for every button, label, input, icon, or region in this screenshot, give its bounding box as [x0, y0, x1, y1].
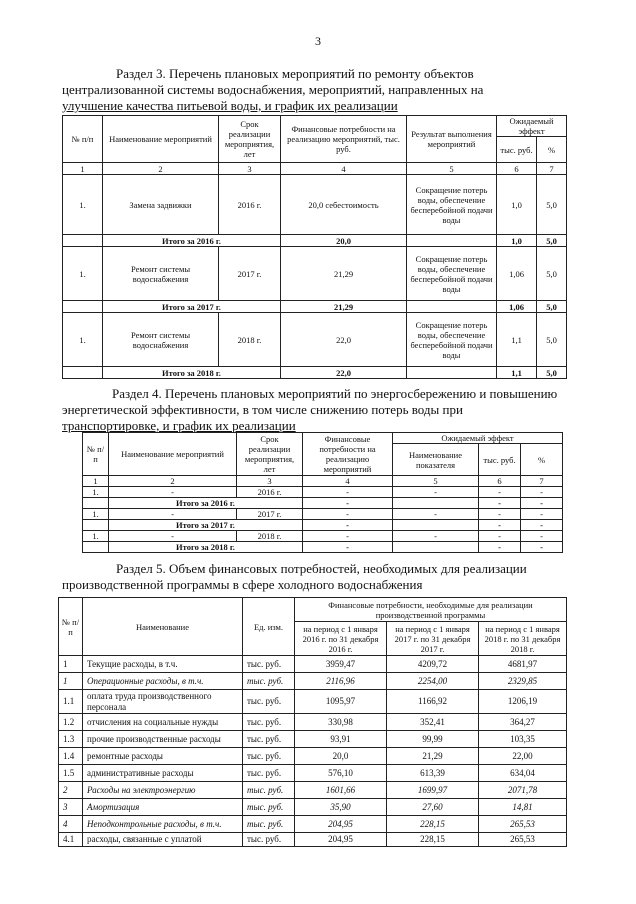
row-indicator: -: [393, 531, 479, 542]
row-effect-pct: 5,0: [537, 175, 567, 235]
col-number: 6: [497, 163, 537, 175]
col-header-effect: Ожидаемый эффект: [497, 116, 567, 137]
row-num: 4: [59, 816, 83, 833]
row-effect-tr: -: [479, 509, 521, 520]
total-effect-pct: 5,0: [537, 235, 567, 247]
row-unit: тыс. руб.: [243, 816, 295, 833]
row-value-2018: 265,53: [479, 816, 567, 833]
row-value-2016: 2116,96: [295, 673, 387, 690]
col-header-name: Наименование: [83, 598, 243, 656]
row-value-2017: 4209,72: [387, 656, 479, 673]
section4-title: [62, 386, 566, 434]
row-num: 4.1: [59, 833, 83, 847]
row-num: 2: [59, 782, 83, 799]
row-unit: тыс. руб.: [243, 714, 295, 731]
total-effect-pct: -: [521, 520, 563, 531]
col-header-finance: Финансовые потребности, необходимые для реализации производственной программы: [295, 598, 567, 622]
row-num: 1.4: [59, 748, 83, 765]
row-unit: тыс. руб.: [243, 656, 295, 673]
section3-title: [62, 66, 562, 114]
page-number: 3: [315, 34, 321, 48]
col-header-unit: Ед. изм.: [243, 598, 295, 656]
row-result: Сокращение потерь воды, обеспечение бесперебойной подачи воды: [407, 313, 497, 367]
row-unit: тыс. руб.: [243, 748, 295, 765]
col-header-indicator: Наименование показателя: [393, 444, 479, 476]
total-finance: -: [303, 520, 393, 531]
section5-title-line: Раздел 5. Объем финансовых потребностей, необходимых для реализации: [116, 561, 527, 576]
row-unit: тыс. руб.: [243, 799, 295, 816]
row-indicator: -: [393, 509, 479, 520]
row-value-2017: 21,29: [387, 748, 479, 765]
col-header-effect-pct: %: [521, 444, 563, 476]
total-effect-tr: 1,0: [497, 235, 537, 247]
row-unit: тыс. руб.: [243, 765, 295, 782]
row-num: 1.1: [59, 690, 83, 714]
row-unit: тыс. руб.: [243, 833, 295, 847]
row-num: 1.5: [59, 765, 83, 782]
row-name: прочие производственные расходы: [83, 731, 243, 748]
row-unit: тыс. руб.: [243, 782, 295, 799]
row-value-2018: 103,35: [479, 731, 567, 748]
section5-table: [58, 597, 567, 847]
row-name: оплата труда производственного персонала: [83, 690, 243, 714]
total-effect-tr: 1,06: [497, 301, 537, 313]
row-term: 2016 г.: [219, 175, 281, 235]
row-effect-tr: -: [479, 487, 521, 498]
col-header-effect: Ожидаемый эффект: [393, 433, 563, 444]
row-finance: 20,0 себестоимость: [281, 175, 407, 235]
row-unit: тыс. руб.: [243, 690, 295, 714]
row-num: 1.: [83, 487, 109, 498]
row-result: Сокращение потерь воды, обеспечение бесперебойной подачи воды: [407, 247, 497, 301]
table-row: [59, 833, 567, 847]
row-finance: 22,0: [281, 313, 407, 367]
row-name: административные расходы: [83, 765, 243, 782]
row-num: 1.: [63, 247, 103, 301]
col-header-num: № п/п: [63, 116, 103, 163]
row-value-2017: 99,99: [387, 731, 479, 748]
table-row: [63, 175, 567, 235]
section5-title: [62, 561, 566, 593]
col-number: 3: [237, 476, 303, 487]
row-value-2018: 265,53: [479, 833, 567, 847]
table-row: [59, 816, 567, 833]
row-name: -: [109, 531, 237, 542]
row-value-2018: 14,81: [479, 799, 567, 816]
row-name: Ремонт системы водоснабжения: [103, 247, 219, 301]
row-num: 1.: [83, 531, 109, 542]
row-unit: тыс. руб.: [243, 731, 295, 748]
row-value-2018: 4681,97: [479, 656, 567, 673]
row-num: 1: [59, 673, 83, 690]
table-row: [83, 531, 563, 542]
table-row: [59, 714, 567, 731]
row-name: Замена задвижки: [103, 175, 219, 235]
table-row: [59, 765, 567, 782]
table-row: [59, 731, 567, 748]
table-row: [59, 656, 567, 673]
row-name: -: [109, 487, 237, 498]
row-indicator: -: [393, 487, 479, 498]
row-num: 1.3: [59, 731, 83, 748]
col-number: 5: [407, 163, 497, 175]
section3-table: [62, 115, 567, 379]
row-value-2017: 352,41: [387, 714, 479, 731]
row-value-2016: 35,90: [295, 799, 387, 816]
row-num: 1.2: [59, 714, 83, 731]
section4-title-line: транспортировке, и график их реализации: [62, 418, 296, 433]
col-number: 4: [303, 476, 393, 487]
row-effect-pct: 5,0: [537, 247, 567, 301]
row-value-2018: 634,04: [479, 765, 567, 782]
col-number: 7: [521, 476, 563, 487]
total-finance: -: [303, 542, 393, 553]
total-finance: 20,0: [281, 235, 407, 247]
total-effect-tr: -: [479, 520, 521, 531]
row-value-2016: 3959,47: [295, 656, 387, 673]
total-label: Итого за 2018 г.: [109, 542, 303, 553]
row-num: 3: [59, 799, 83, 816]
total-effect-pct: -: [521, 542, 563, 553]
row-value-2018: 1206,19: [479, 690, 567, 714]
row-finance: 21,29: [281, 247, 407, 301]
table-row: [59, 748, 567, 765]
row-result: Сокращение потерь воды, обеспечение бесперебойной подачи воды: [407, 175, 497, 235]
col-header-num: № п/п: [83, 433, 109, 476]
row-name: Текущие расходы, в т.ч.: [83, 656, 243, 673]
row-effect-pct: -: [521, 509, 563, 520]
total-label: Итого за 2016 г.: [103, 235, 281, 247]
col-header-term: Срок реализации мероприятия, лет: [219, 116, 281, 163]
row-value-2017: 2254,00: [387, 673, 479, 690]
row-value-2016: 1095,97: [295, 690, 387, 714]
row-term: 2018 г.: [237, 531, 303, 542]
table-row: [59, 673, 567, 690]
col-number: 2: [103, 163, 219, 175]
total-label: Итого за 2018 г.: [103, 367, 281, 379]
row-value-2017: 613,39: [387, 765, 479, 782]
col-number: 6: [479, 476, 521, 487]
total-effect-tr: -: [479, 542, 521, 553]
col-header-term: Срок реализации мероприятия, лет: [237, 433, 303, 476]
col-header-name: Наименование мероприятий: [103, 116, 219, 163]
row-effect-tr: 1,0: [497, 175, 537, 235]
row-value-2016: 204,95: [295, 833, 387, 847]
table-row: [59, 799, 567, 816]
row-name: Операционные расходы, в т.ч.: [83, 673, 243, 690]
row-num: 1.: [63, 175, 103, 235]
row-value-2016: 204,95: [295, 816, 387, 833]
total-row: [63, 367, 567, 379]
row-term: 2018 г.: [219, 313, 281, 367]
col-header-effect-tr: тыс. руб.: [497, 137, 537, 163]
total-effect-tr: -: [479, 498, 521, 509]
section3-title-line: улучшение качества питьевой воды, и график их реализации: [62, 98, 398, 113]
total-finance: 22,0: [281, 367, 407, 379]
row-finance: -: [303, 531, 393, 542]
total-effect-pct: -: [521, 498, 563, 509]
col-header-period-2018: на период с 1 января 2018 г. по 31 декабря 2018 г.: [479, 622, 567, 656]
col-number: 4: [281, 163, 407, 175]
row-value-2017: 27,60: [387, 799, 479, 816]
col-header-name: Наименование мероприятий: [109, 433, 237, 476]
table-row: [83, 487, 563, 498]
row-value-2017: 228,15: [387, 816, 479, 833]
col-number: 5: [393, 476, 479, 487]
row-value-2017: 1166,92: [387, 690, 479, 714]
col-header-finance: Финансовые потребности на реализацию мероприятий: [303, 433, 393, 476]
section4-title-line: Раздел 4. Перечень плановых мероприятий по энергосбережению и повышению: [112, 386, 558, 401]
col-number: 3: [219, 163, 281, 175]
table-row: [63, 247, 567, 301]
row-value-2017: 1699,97: [387, 782, 479, 799]
row-num: 1: [59, 656, 83, 673]
row-num: 1.: [63, 313, 103, 367]
row-name: Ремонт системы водоснабжения: [103, 313, 219, 367]
row-unit: тыс. руб.: [243, 673, 295, 690]
col-header-result: Результат выполнения мероприятий: [407, 116, 497, 163]
row-value-2018: 2329,85: [479, 673, 567, 690]
total-row: [63, 235, 567, 247]
col-header-effect-tr: тыс. руб.: [479, 444, 521, 476]
section3-title-line: Раздел 3. Перечень плановых мероприятий по ремонту объектов: [116, 66, 474, 81]
col-number: 1: [63, 163, 103, 175]
section4-table: [82, 432, 563, 553]
row-value-2018: 364,27: [479, 714, 567, 731]
col-number: 2: [109, 476, 237, 487]
row-value-2016: 93,91: [295, 731, 387, 748]
col-header-period-2017: на период с 1 января 2017 г. по 31 декабря 2017 г.: [387, 622, 479, 656]
total-label: Итого за 2017 г.: [109, 520, 303, 531]
section4-title-line: энергетической эффективности, в том числе снижению потерь воды при: [62, 402, 463, 417]
row-effect-tr: 1,1: [497, 313, 537, 367]
total-row: [83, 542, 563, 553]
row-name: ремонтные расходы: [83, 748, 243, 765]
row-term: 2017 г.: [219, 247, 281, 301]
row-effect-tr: -: [479, 531, 521, 542]
row-value-2018: 22,00: [479, 748, 567, 765]
section3-title-line: централизованной системы водоснабжения, мероприятий, направленных на: [62, 82, 484, 97]
total-label: Итого за 2017 г.: [103, 301, 281, 313]
table-row: [83, 509, 563, 520]
row-value-2018: 2071,78: [479, 782, 567, 799]
col-number: 1: [83, 476, 109, 487]
row-value-2016: 1601,66: [295, 782, 387, 799]
row-finance: -: [303, 509, 393, 520]
total-label: Итого за 2016 г.: [109, 498, 303, 509]
row-name: -: [109, 509, 237, 520]
table-row: [59, 690, 567, 714]
col-header-effect-pct: %: [537, 137, 567, 163]
col-number: 7: [537, 163, 567, 175]
col-header-finance: Финансовые потребности на реализацию мероприятий, тыс. руб.: [281, 116, 407, 163]
row-name: Расходы на электроэнергию: [83, 782, 243, 799]
total-row: [83, 520, 563, 531]
row-value-2017: 228,15: [387, 833, 479, 847]
row-name: Амортизация: [83, 799, 243, 816]
row-effect-pct: 5,0: [537, 313, 567, 367]
total-effect-pct: 5,0: [537, 367, 567, 379]
row-num: 1.: [83, 509, 109, 520]
section5-title-line: производственной программы в сфере холодного водоснабжения: [62, 577, 423, 592]
row-effect-pct: -: [521, 487, 563, 498]
row-name: Неподконтрольные расходы, в т.ч.: [83, 816, 243, 833]
row-term: 2017 г.: [237, 509, 303, 520]
row-effect-pct: -: [521, 531, 563, 542]
total-finance: 21,29: [281, 301, 407, 313]
row-effect-tr: 1,06: [497, 247, 537, 301]
col-header-num: № п/п: [59, 598, 83, 656]
row-value-2016: 330,98: [295, 714, 387, 731]
row-name: отчисления на социальные нужды: [83, 714, 243, 731]
row-name: расходы, связанные с уплатой: [83, 833, 243, 847]
total-finance: -: [303, 498, 393, 509]
row-value-2016: 20,0: [295, 748, 387, 765]
table-row: [63, 313, 567, 367]
total-row: [83, 498, 563, 509]
row-term: 2016 г.: [237, 487, 303, 498]
row-value-2016: 576,10: [295, 765, 387, 782]
row-finance: -: [303, 487, 393, 498]
total-effect-tr: 1,1: [497, 367, 537, 379]
col-header-period-2016: на период с 1 января 2016 г. по 31 декабря 2016 г.: [295, 622, 387, 656]
total-effect-pct: 5,0: [537, 301, 567, 313]
table-row: [59, 782, 567, 799]
total-row: [63, 301, 567, 313]
